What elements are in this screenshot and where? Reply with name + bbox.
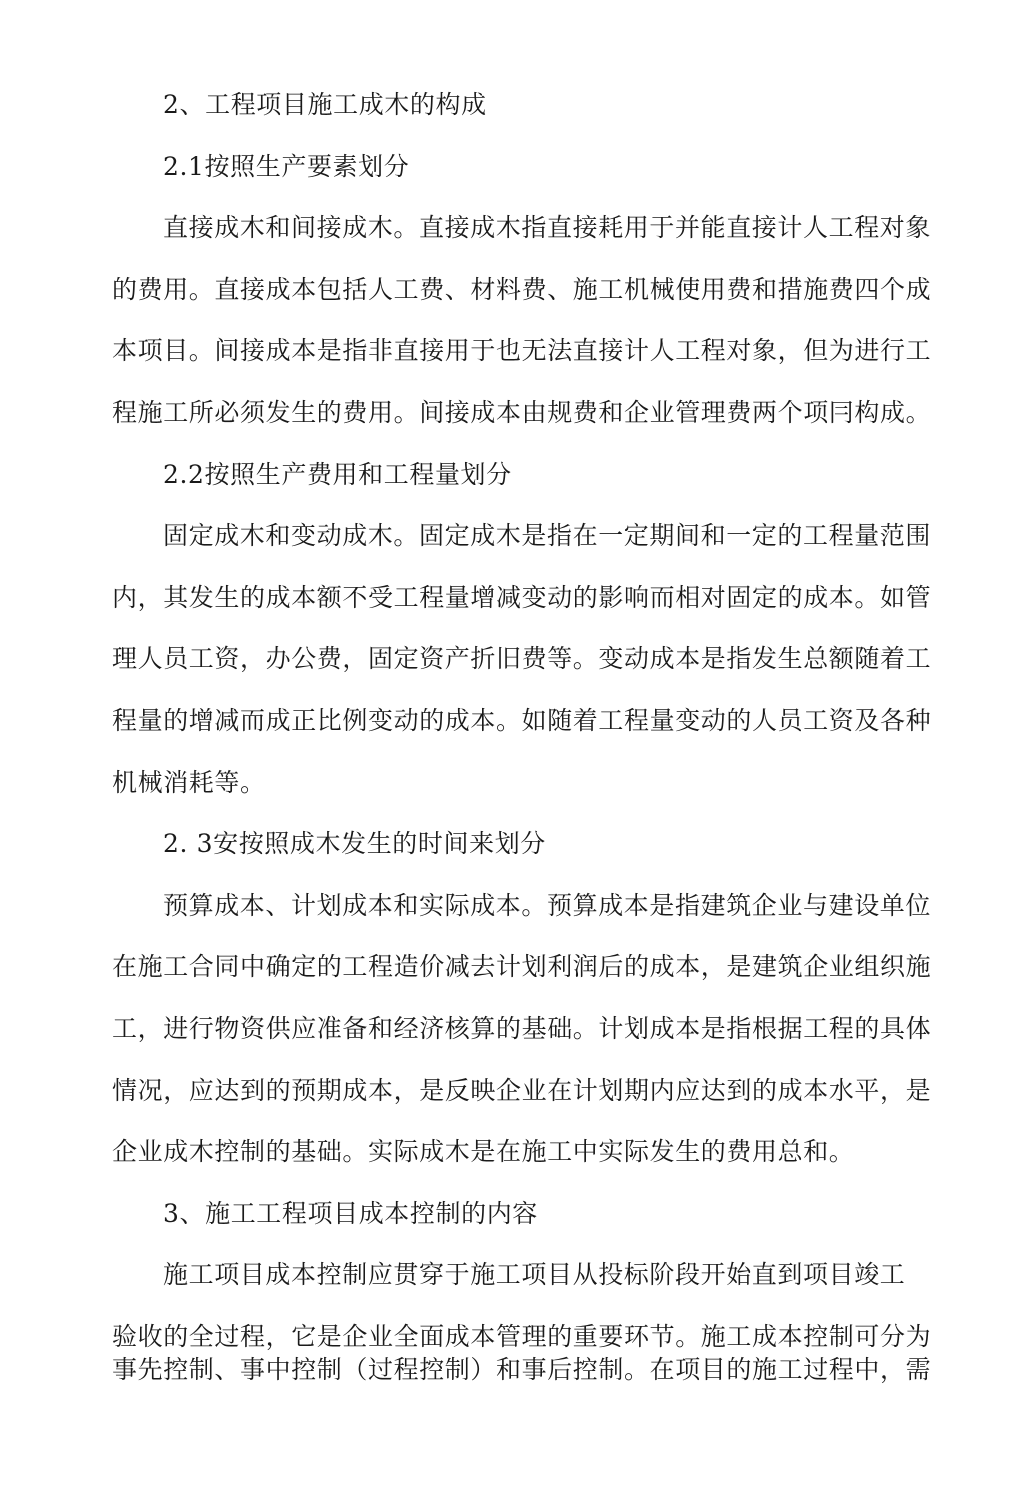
paragraph-line: 情况，应达到的预期成本，是反映企业在计划期内应达到的成本水平，是 [112,1076,932,1105]
paragraph-line: 程施工所必须发生的费用。间接成本由规费和企业管理费两个项冃构成。 [112,398,932,427]
paragraph-line: 在施工合同中确定的工程造价减去计划利润后的成本，是建筑企业组织施 [112,952,932,981]
paragraph-line: 验收的全过程，它是企业全面成本管理的重要环节。施工成本控制可分为 [112,1322,932,1351]
subsection-heading-2-3: 2. 3安按照成木发生的时间来划分 [163,829,546,858]
paragraph-line: 固定成木和变动成木。固定成木是指在一定期间和一定的工程量范围 [163,521,932,550]
paragraph-line: 本项目。间接成本是指非直接用于也无法直接计人工程对象，但为进行工 [112,336,932,365]
paragraph-line: 的费用。直接成本包括人工费、材料费、施工机械使用费和措施费四个成 [112,275,932,304]
paragraph-line: 预算成本、计划成本和实际成本。预算成本是指建筑企业与建设单位 [163,891,932,920]
paragraph-line: 企业成木控制的基础。实际成木是在施工中实际发生的费用总和。 [112,1137,855,1166]
paragraph-line: 理人员工资，办公费，固定资产折旧费等。变动成本是指发生总额随着工 [112,644,932,673]
paragraph-line: 工，进行物资供应准备和经济核算的基础。计划成本是指根据工程的具体 [112,1014,932,1043]
section-heading-2: 2、工程项目施工成木的构成 [163,90,487,119]
subsection-heading-2-1: 2.1按照生产要素划分 [163,152,410,181]
section-heading-3: 3、施工工程项目成本控制的内容 [163,1199,538,1228]
paragraph-line: 事先控制、事中控制（过程控制）和事后控制。在项目的施工过程中，需 [112,1355,932,1384]
subsection-heading-2-2: 2.2按照生产费用和工程量划分 [163,460,512,489]
paragraph-line: 直接成木和间接成木。直接成木指直接耗用于并能直接计人工程对象 [163,213,932,242]
paragraph-line: 施工项目成本控制应贯穿于施工项目从投标阶段开始直到项目竣工 [163,1260,906,1289]
paragraph-line: 程量的增减而成正比例变动的成本。如随着工程量变动的人员工资及各种 [112,706,932,735]
paragraph-line: 机械消耗等。 [112,768,266,797]
paragraph-line: 内，其发生的成本额不受工程量增减变动的影响而相对固定的成本。如管 [112,583,932,612]
